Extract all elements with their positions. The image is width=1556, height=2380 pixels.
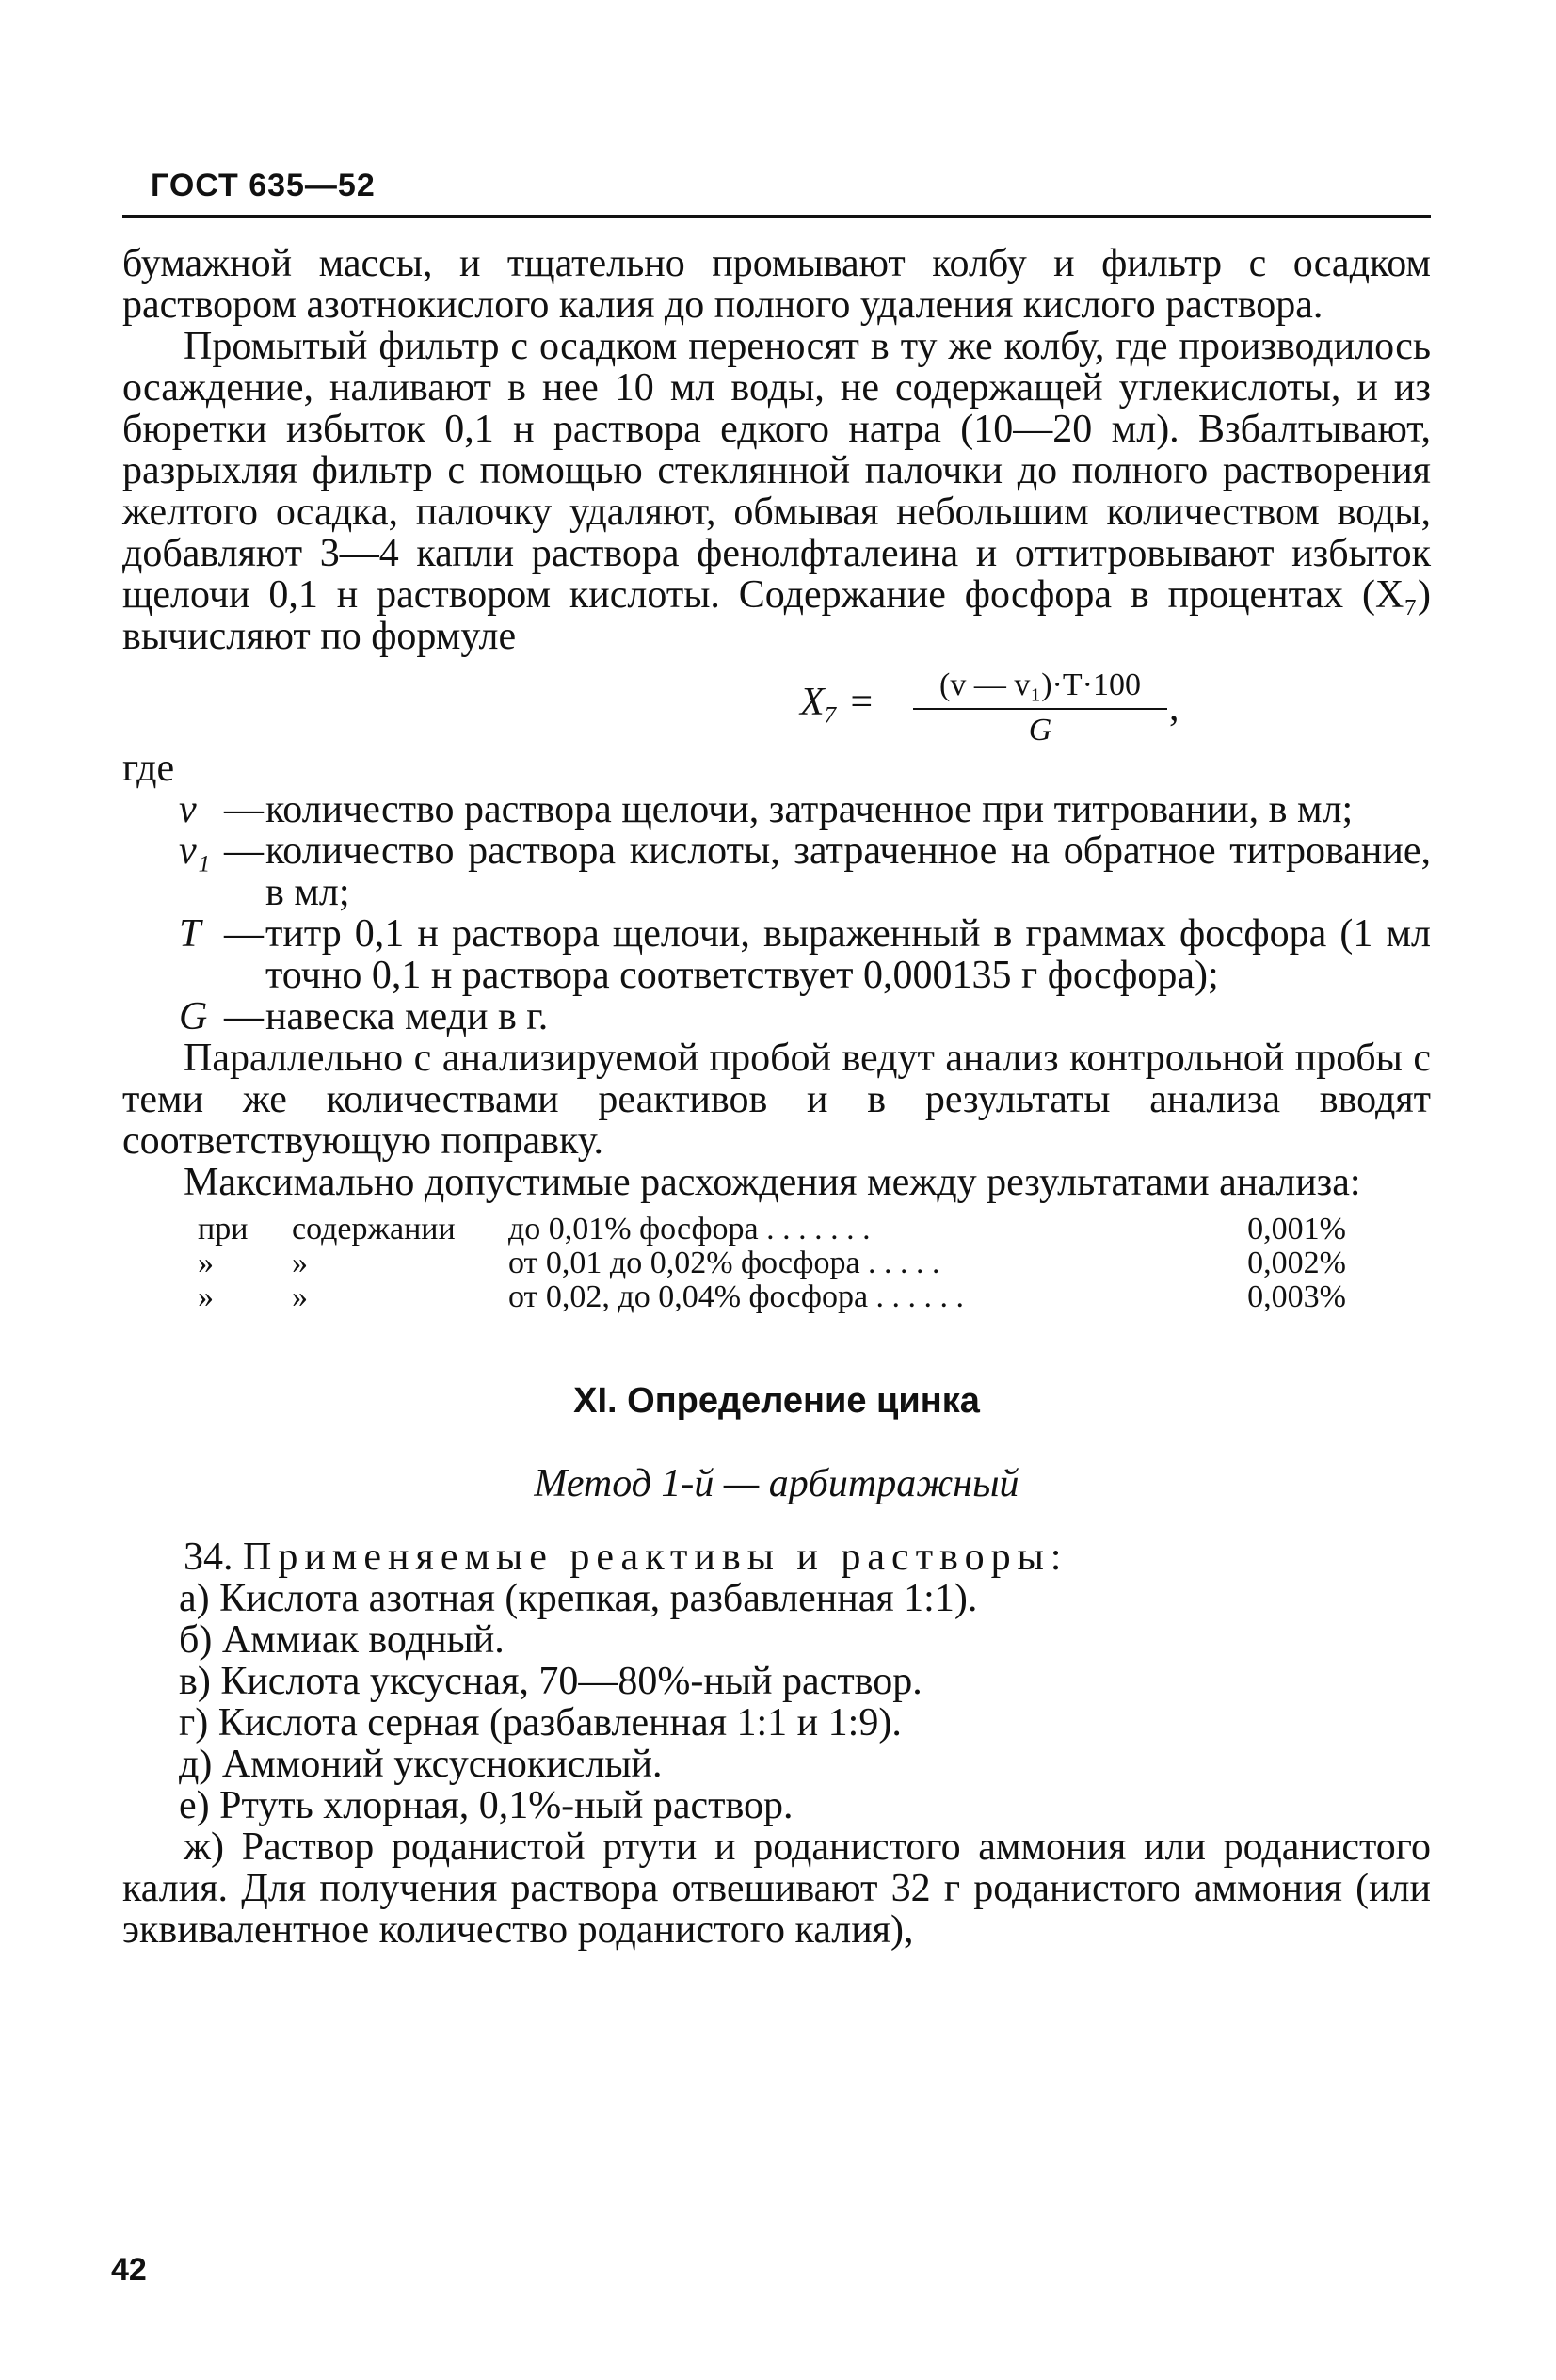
definition-text: количество раствора кислоты, затраченное на обратное титрование, в мл;: [265, 829, 1431, 914]
reagents-list: [179, 1578, 1431, 1826]
method-subtitle: Метод 1-й — арбитражный: [534, 1462, 1019, 1505]
reagent-item: в) Кислота уксусная, 70—80%-ный раствор.: [179, 1660, 922, 1703]
definition-dash: —: [224, 829, 264, 873]
definition-item: [179, 913, 1431, 996]
tolerance-prefix: »: [198, 1246, 214, 1280]
definition-text: титр 0,1 н раствора щелочи, выраженный в граммах фосфора (1 мл точно 0,1 н раствора соответствует 0,000135 г фосфора);: [265, 912, 1431, 997]
page-header: ГОСТ 635—52: [151, 168, 376, 203]
tolerance-table: [198, 1213, 1346, 1314]
tolerance-prefix: при: [198, 1212, 249, 1246]
paragraph-last: ж) Раствор роданистой ртути и роданистого аммония или роданистого калия. Для получения раствора отвешивают 32 г роданистого аммония (или эквивалентное количество роданистого калия),: [122, 1825, 1431, 1952]
tolerance-prefix: »: [198, 1279, 214, 1314]
reagent-item: б) Аммиак водный.: [179, 1618, 505, 1662]
formula: [800, 665, 1431, 748]
definition-dash: —: [224, 912, 264, 956]
tolerance-row: [198, 1246, 1346, 1280]
tolerance-range: от 0,02, до 0,04% фосфора . . . . . .: [508, 1279, 965, 1314]
clause-number: 34.: [184, 1536, 233, 1579]
tolerance-range: до 0,01% фосфора . . . . . . .: [508, 1212, 871, 1246]
definition-term: T: [179, 912, 201, 956]
reagent-item: г) Кислота серная (разбавленная 1:1 и 1:9).: [179, 1701, 902, 1745]
definition-item: [179, 830, 1431, 913]
definition-dash: —: [224, 995, 264, 1038]
definition-text: навеска меди в г.: [265, 995, 549, 1038]
definition-item: [179, 996, 1431, 1037]
formula-numerator: (v — v₁)·T·100: [913, 665, 1167, 710]
tolerance-row: [198, 1280, 1346, 1314]
tolerance-word: »: [292, 1246, 308, 1280]
tolerance-word: »: [292, 1279, 308, 1314]
definition-text: количество раствора щелочи, затраченное при титровании, в мл;: [265, 788, 1354, 831]
formula-lhs: X₇ =: [800, 681, 875, 724]
reagent-item: е) Ртуть хлорная, 0,1%-ный раствор.: [179, 1784, 794, 1827]
paragraph-1: бумажной массы, и тщательно промывают колбу и фильтр с осадком раствором азотнокислого калия до полного удаления кислого раствора.: [122, 242, 1431, 327]
paragraph-4: Максимально допустимые расхождения между результатами анализа:: [184, 1161, 1361, 1204]
paragraph-2: Промытый фильтр с осадком переносят в ту же колбу, где производилось осаждение, наливают в нее 10 мл воды, не содержащей углекислоты, и из бюретки избыток 0,1 н раствора едкого натра (10—20 мл). Взбалтывают, разрыхляя фильтр с помощью стеклянной палочки до полного растворения желтого осадка, палочку удаляют, обмывая небольшим количеством воды, добавляют 3—4 капли раствора фенолфталеина и оттитровывают избыток щелочи 0,1 н раствором кислоты. Содержание фосфора в процентах (X₇) вычисляют по формуле: [122, 325, 1431, 658]
header-rule: [122, 215, 1431, 218]
clause-heading: Применяемые реактивы и растворы:: [243, 1536, 1068, 1579]
definition-dash: —: [224, 788, 264, 831]
definition-term: G: [179, 995, 208, 1038]
definition-term: v: [179, 788, 197, 831]
tolerance-row: [198, 1213, 1346, 1246]
tolerance-range: от 0,01 до 0,02% фосфора . . . . .: [508, 1246, 940, 1280]
formula-comma: ,: [1169, 686, 1179, 730]
tolerance-word: содержании: [292, 1212, 456, 1246]
reagents-lead: [122, 1536, 1431, 1578]
page-body: [122, 243, 1431, 1951]
definition-term: v₁: [179, 829, 211, 873]
paragraph-3: Параллельно с анализируемой пробой ведут анализ контрольной пробы с теми же количествами реактивов и в результаты анализа вводят соответствующую поправку.: [122, 1037, 1431, 1163]
page-number: 42: [111, 2252, 147, 2288]
definitions-list: [179, 789, 1431, 1037]
tolerance-value: 0,001%: [1247, 1212, 1346, 1246]
formula-fraction: [913, 665, 1167, 751]
reagent-item: а) Кислота азотная (крепкая, разбавленная 1:1).: [179, 1577, 978, 1620]
definition-item: [179, 789, 1431, 830]
section-title: XI. Определение цинка: [573, 1381, 980, 1421]
reagent-item: д) Аммоний уксуснокислый.: [179, 1743, 663, 1786]
where-label: где: [122, 747, 175, 790]
tolerance-value: 0,003%: [1247, 1279, 1346, 1314]
tolerance-value: 0,002%: [1247, 1246, 1346, 1280]
formula-denominator: G: [1028, 713, 1052, 748]
